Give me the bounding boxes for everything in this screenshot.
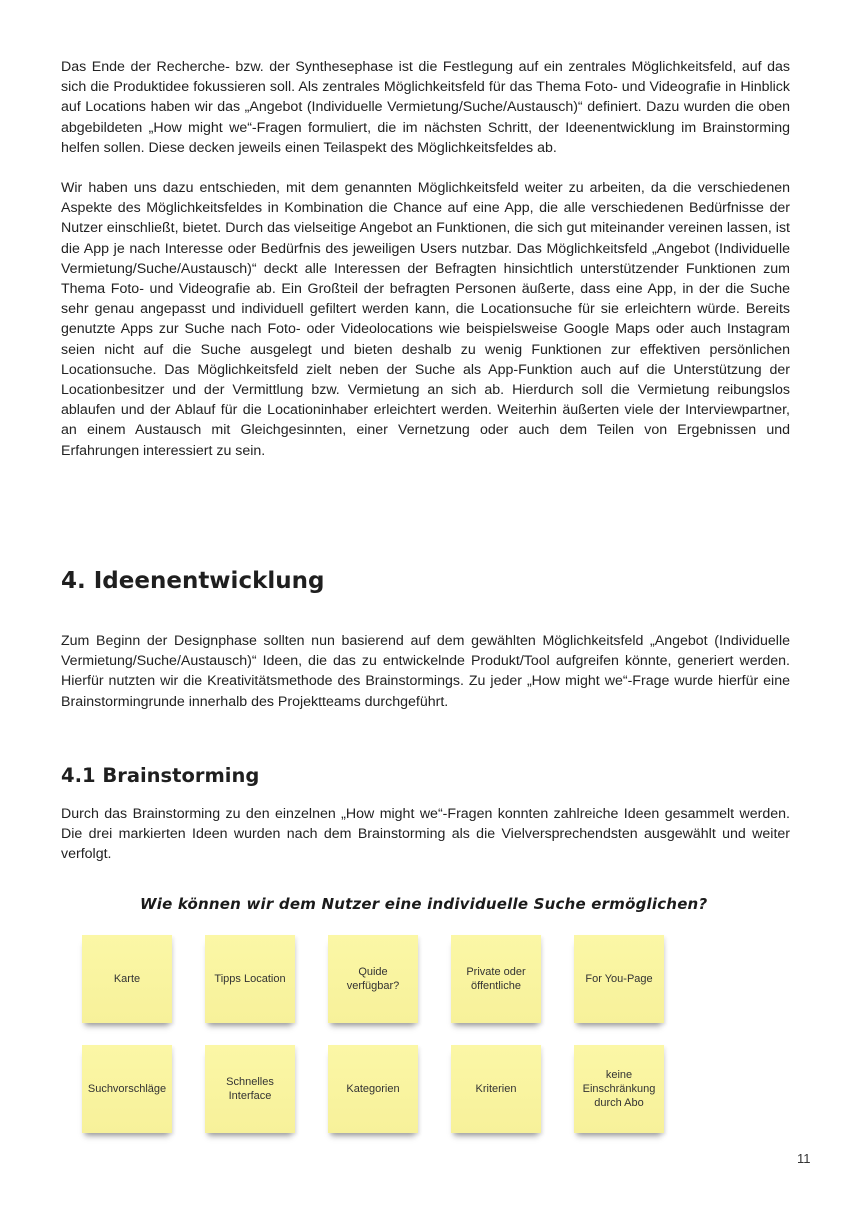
sticky-note: Suchvorschläge <box>82 1045 172 1133</box>
sticky-note: Kriterien <box>451 1045 541 1133</box>
paragraph-decision: Wir haben uns dazu entschieden, mit dem genannten Möglichkeitsfeld weiter zu arbeiten, da die verschiedenen Aspekte des Möglichkeitsfeldes in Kombination die Chance auf eine App, die alle verschiedenen Bedürfnisse der Nutzer einschließt, bietet. Durch das vielseitige Angebot an Funktionen, die sich gut miteinander vereinen lassen, ist die App je nach Interesse oder Bedürfnis des jeweiligen Users nutzbar. Das Möglichkeitsfeld „Angebot (Individuelle Vermietung/Suche/Austausch)“ deckt alle Interessen der Befragten hinsichtlich unterstützender Funktionen zum Thema Foto- und Videografie ab. Ein Großteil der befragten Personen äußerte, dass eine App, in der die Suche sehr genau angepasst und individuell gefiltert werden kann, die Locationsuche für sie erleichtern würde. Bereits genutzte Apps zur Suche nach Foto- oder Videolocations wie beispielsweise Google Maps oder auch Instagram seien nicht auf die Suche ausgelegt und bieten deshalb zu wenig Funktionen zur effektiven persönlichen Locationsuche. Das Möglichkeitsfeld zielt neben der Suche als App-Funktion auch auf die Unterstützung der Locationbesitzer und der Vermittlung bzw. Vermietung an sich ab. Hierdurch soll die Vermietung reibungslos ablaufen und der Ablauf für die Locationinhaber erleichtert werden. Weiterhin äußerten viele der Interviewpartner, an einem Austausch mit Gleichgesinnten, einer Vernetzung oder auch dem Teilen von Ergebnissen und Erfahrungen interessiert zu sein. <box>61 180 790 459</box>
sticky-note: keine Einschränkung durch Abo <box>574 1045 664 1133</box>
section-heading: 4. Ideenentwicklung <box>61 568 325 594</box>
page-number: 11 <box>797 1151 811 1166</box>
sticky-note: Kategorien <box>328 1045 418 1133</box>
figure-title: Wie können wir dem Nutzer eine individuelle Suche ermöglichen? <box>140 895 708 913</box>
sticky-note: Tipps Location <box>205 935 295 1023</box>
paragraph-design-phase: Zum Beginn der Designphase sollten nun basierend auf dem gewählten Möglichkeitsfeld „Angebot (Individuelle Vermietung/Suche/Austausch)“ Ideen, die das zu entwickelnde Produkt/Tool aufgreifen könnte, generiert werden. Hierfür nutzten wir die Kreativitätsmethode des Brainstormings. Zu jeder „How might we“-Frage wurde hierfür eine Brainstormingrunde innerhalb des Projektteams durchgeführt. <box>61 633 790 710</box>
paragraph-brainstorming: Durch das Brainstorming zu den einzelnen „How might we“-Fragen konnten zahlreiche Ideen gesammelt werden. Die drei markierten Ideen wurden nach dem Brainstorming als die Vielversprechendsten ausgewählt und weiter verfolgt. <box>61 806 790 863</box>
subsection-heading: 4.1 Brainstorming <box>61 764 260 787</box>
sticky-note: For You-Page <box>574 935 664 1023</box>
body-text-top <box>61 57 790 461</box>
paragraph-intro: Das Ende der Recherche- bzw. der Synthesephase ist die Festlegung auf ein zentrales Möglichkeitsfeld, auf das sich die Produktidee fokussieren soll. Als zentrales Möglichkeitsfeld für das Thema Foto- und Videografie in Hinblick auf Locations haben wir das „Angebot (Individuelle Vermietung/Suche/Austausch)“ definiert. Dazu wurden die oben abgebildeten „How might we“-Fragen formuliert, die im nächsten Schritt, der Ideenentwicklung im Brainstorming helfen sollen. Diese decken jeweils einen Teilaspekt des Möglichkeitsfeldes ab. <box>61 59 790 156</box>
sticky-note: Schnelles Interface <box>205 1045 295 1133</box>
sticky-note: Private oder öffentliche <box>451 935 541 1023</box>
sticky-note: Karte <box>82 935 172 1023</box>
brainstorming-figure <box>60 885 760 1155</box>
sticky-note: Quide verfügbar? <box>328 935 418 1023</box>
